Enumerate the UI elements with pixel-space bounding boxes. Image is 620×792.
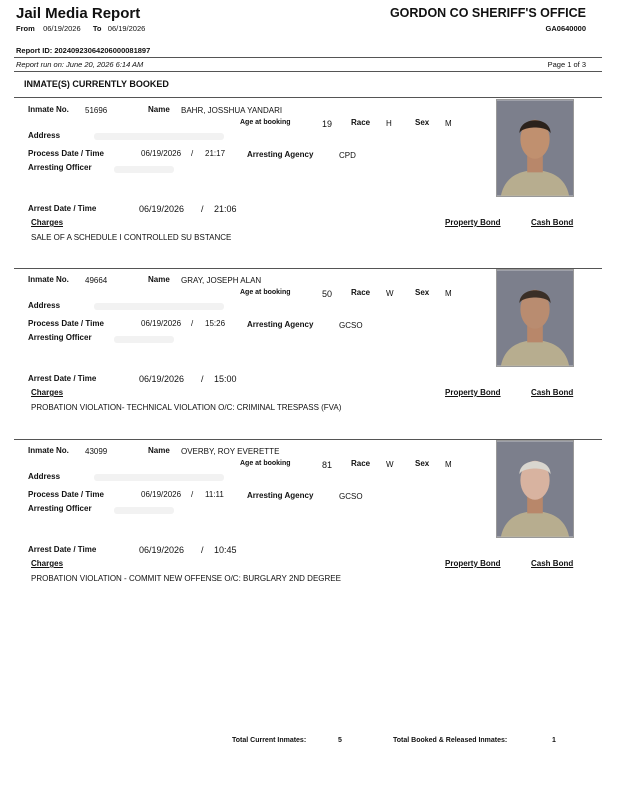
redacted-officer: [114, 507, 174, 514]
inmate-name: BAHR, JOSSHUA YANDARI: [181, 106, 283, 115]
divider: [14, 71, 602, 72]
process-time: 11:11: [205, 490, 224, 499]
released-inmates-label: Total Booked & Released Inmates:: [393, 737, 508, 744]
sex: M: [445, 460, 452, 469]
arrest-label: Arrest Date / Time: [28, 204, 97, 213]
slash: /: [201, 545, 204, 555]
process-date: 06/19/2026: [141, 149, 182, 158]
current-inmates-value: 5: [338, 737, 342, 744]
process-date: 06/19/2026: [141, 490, 182, 499]
section-title: INMATE(S) CURRENTLY BOOKED: [24, 79, 169, 89]
age: 19: [322, 119, 333, 129]
process-date: 06/19/2026: [141, 319, 182, 328]
slash: /: [191, 319, 194, 328]
slash: /: [191, 490, 194, 499]
sex-label: Sex: [415, 118, 430, 127]
race-label: Race: [351, 288, 371, 297]
redacted-address: [94, 303, 224, 310]
race-label: Race: [351, 459, 371, 468]
agency: CPD: [339, 151, 356, 160]
date-range: [16, 24, 151, 33]
process-time: 15:26: [205, 319, 226, 328]
agency: GCSO: [339, 321, 363, 330]
property-bond-label: Property Bond: [445, 559, 501, 568]
slash: /: [201, 374, 204, 384]
process-label: Process Date / Time: [28, 490, 104, 499]
officer-label: Arresting Officer: [28, 504, 92, 513]
arrest-date: 06/19/2026: [139, 545, 185, 555]
to-date: 06/19/2026: [107, 24, 146, 33]
inmate-no: 49664: [85, 276, 108, 285]
inmate-record: [14, 99, 602, 269]
inmate-name: GRAY, JOSEPH ALAN: [181, 276, 262, 285]
officer-label: Arresting Officer: [28, 333, 92, 342]
report-title: Jail Media Report: [16, 5, 141, 22]
name-label: Name: [148, 105, 170, 114]
process-label: Process Date / Time: [28, 149, 104, 158]
agency-label: Arresting Agency: [247, 320, 314, 329]
run-on: Report run on: June 20, 2026 6:14 AM: [16, 60, 144, 69]
inmate-record: [14, 269, 602, 439]
arrest-label: Arrest Date / Time: [28, 545, 97, 554]
inmate-no-label: Inmate No.: [28, 275, 69, 284]
arrest-date: 06/19/2026: [139, 374, 185, 384]
charge-text: PROBATION VIOLATION- TECHNICAL VIOLATION O/C: CRIMINAL TRESPASS (FVA): [31, 403, 342, 412]
divider: [14, 439, 602, 440]
process-label: Process Date / Time: [28, 319, 104, 328]
charges-label: Charges: [31, 388, 64, 397]
inmate-no: 51696: [85, 106, 108, 115]
mugshot-photo: [496, 99, 574, 197]
address-label: Address: [28, 472, 61, 481]
mugshot-photo: [496, 440, 574, 538]
slash: /: [201, 204, 204, 214]
race: W: [386, 460, 394, 469]
agency-label: Arresting Agency: [247, 150, 314, 159]
divider: [14, 57, 602, 58]
age-label: Age at booking: [240, 119, 291, 126]
divider: [14, 97, 602, 98]
sex: M: [445, 119, 452, 128]
inmate-no-label: Inmate No.: [28, 105, 69, 114]
agency: GCSO: [339, 492, 363, 501]
redacted-officer: [114, 166, 174, 173]
property-bond-label: Property Bond: [445, 388, 501, 397]
name-label: Name: [148, 275, 170, 284]
race: H: [386, 119, 392, 128]
report-id: Report ID: 20240923064206000081897: [16, 46, 151, 55]
redacted-address: [94, 474, 224, 481]
mugshot-photo: [496, 269, 574, 367]
arrest-date: 06/19/2026: [139, 204, 185, 214]
sex-label: Sex: [415, 288, 430, 297]
inmate-name: OVERBY, ROY EVERETTE: [181, 447, 280, 456]
sex-label: Sex: [415, 459, 430, 468]
cash-bond-label: Cash Bond: [531, 559, 574, 568]
slash: /: [191, 149, 194, 158]
race: W: [386, 289, 394, 298]
charge-text: SALE OF A SCHEDULE I CONTROLLED SU BSTANCE: [31, 233, 232, 242]
address-label: Address: [28, 301, 61, 310]
age-label: Age at booking: [240, 460, 291, 467]
arrest-time: 21:06: [214, 204, 237, 214]
age-label: Age at booking: [240, 289, 291, 296]
cash-bond-label: Cash Bond: [531, 388, 574, 397]
charges-label: Charges: [31, 559, 64, 568]
charges-label: Charges: [31, 218, 64, 227]
arrest-time: 15:00: [214, 374, 237, 384]
inmate-no-label: Inmate No.: [28, 446, 69, 455]
divider: [14, 268, 602, 269]
address-label: Address: [28, 131, 61, 140]
arrest-time: 10:45: [214, 545, 237, 555]
inmate-record: [14, 440, 602, 610]
page-indicator: Page 1 of 3: [547, 60, 586, 69]
from-label: From: [16, 24, 35, 33]
current-inmates-label: Total Current Inmates:: [232, 737, 307, 744]
office-name: GORDON CO SHERIFF'S OFFICE: [389, 6, 586, 20]
agency-ori: GA0640000: [545, 24, 586, 33]
redacted-officer: [114, 336, 174, 343]
from-date: 06/19/2026: [43, 24, 81, 33]
age: 81: [322, 460, 333, 470]
arrest-label: Arrest Date / Time: [28, 374, 97, 383]
agency-label: Arresting Agency: [247, 491, 314, 500]
released-inmates-value: 1: [552, 737, 556, 744]
inmate-no: 43099: [85, 447, 108, 456]
redacted-address: [94, 133, 224, 140]
sex: M: [445, 289, 452, 298]
race-label: Race: [351, 118, 371, 127]
name-label: Name: [148, 446, 170, 455]
officer-label: Arresting Officer: [28, 163, 92, 172]
cash-bond-label: Cash Bond: [531, 218, 574, 227]
to-label: To: [92, 24, 102, 33]
age: 50: [322, 289, 333, 299]
process-time: 21:17: [205, 149, 226, 158]
charge-text: PROBATION VIOLATION - COMMIT NEW OFFENSE O/C: BURGLARY 2ND DEGREE: [31, 574, 341, 583]
property-bond-label: Property Bond: [445, 218, 501, 227]
